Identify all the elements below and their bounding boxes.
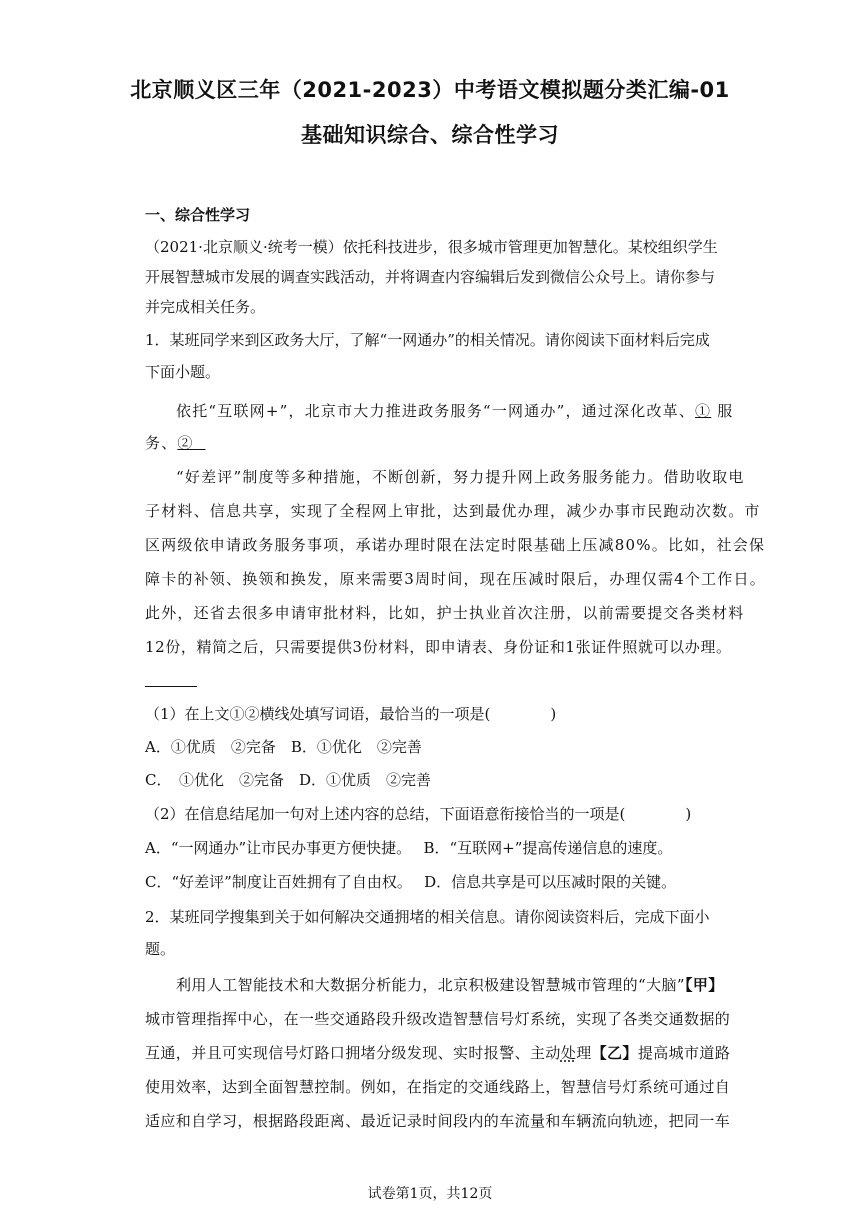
intro-line-1: （2021·北京顺义·统考一模）依托科技进步，很多城市管理更加智慧化。某校组织学生 xyxy=(145,238,718,256)
page-footer: 试卷第1页，共12页 xyxy=(367,1186,493,1202)
passage1-line-2 xyxy=(145,432,720,454)
blank-1: ① xyxy=(695,402,712,420)
passage2-line-5: 适应和自学习，根据路段距离、最近记录时间段内的车流量和车辆流向轨迹，把同一车 xyxy=(145,1112,731,1130)
passage1-line-3: “好差评”制度等多种措施，不断创新，努力提升网上政务服务能力。借助收取电 xyxy=(176,468,745,486)
passage2-line-1 xyxy=(176,974,724,996)
passage2-line-4: 使用效率，达到全面智慧控制。例如，在指定的交通线路上，智慧信号灯系统可通过自 xyxy=(145,1078,731,1096)
passage1-line-4: 子材料、信息共享，实现了全程网上审批，达到最优办理，减少办事市民跑动次数。市 xyxy=(145,502,761,520)
passage2-text: 理 xyxy=(576,1044,592,1062)
doc-title-line1: 北京顺义区三年（2021-2023）中考语文模拟题分类汇编-01 xyxy=(130,78,730,102)
mark-yi: 【乙】 xyxy=(591,1044,638,1062)
passage2-line-3 xyxy=(145,1042,731,1064)
q1-1-stem: （1）在上文①②横线处填写词语，最恰当的一项是( ) xyxy=(145,705,557,723)
passage1-text: 依托“互联网+”，北京市大力推进政务服务“一网通办”，通过深化改革、 xyxy=(176,402,696,420)
q2-stem-line-1: 2．某班同学搜集到关于如何解决交通拥堵的相关信息。请你阅读资料后，完成下面小 xyxy=(145,908,710,926)
passage2-text: 利用人工智能技术和大数据分析能力，北京积极建设智慧城市管理的“大脑” xyxy=(176,976,685,994)
passage2-text: 提高城市道路 xyxy=(637,1044,731,1062)
q1-2-options-row2: C．“好差评”制度让百姓拥有了自由权。 D．信息共享是可以压减时限的关键。 xyxy=(145,873,677,891)
blank-2: ② xyxy=(177,434,194,452)
q1-1-options-row1: A．①优质 ②完备 B．①优化 ②完善 xyxy=(145,738,422,756)
intro-line-3: 并完成相关任务。 xyxy=(145,298,266,316)
q1-2-stem: （2）在信息结尾加一句对上述内容的总结，下面语意衔接恰当的一项是( ) xyxy=(145,805,692,823)
passage1-text: 服 xyxy=(717,402,734,420)
passage2-text: 互通，并且可实现信号灯路口拥堵分级发现、实时报警、主动 xyxy=(145,1044,561,1062)
passage1-line-6: 障卡的补领、换领和换发，原来需要3周时间，现在压减时限后，办理仅需4个工作日。 xyxy=(145,570,766,588)
passage1-line-7: 此外，还省去很多申请审批材料，比如，护士执业首次注册，以前需要提交各类材料 xyxy=(145,604,745,622)
doc-title-line2: 基础知识综合、综合性学习 xyxy=(301,123,559,147)
passage1-line-8: 12份，精简之后，只需要提供3份材料，即申请表、身份证和1张证件照就可以办理。 xyxy=(145,638,732,656)
q1-stem-line-2: 下面小题。 xyxy=(145,363,221,381)
intro-line-2: 开展智慧城市发展的调查实践活动，并将调查内容编辑后发到微信公众号上。请你参与 xyxy=(145,268,716,286)
passage2-line-2: 城市管理指挥中心，在一些交通路段升级改造智慧信号灯系统，实现了各类交通数据的 xyxy=(145,1010,731,1028)
q2-stem-line-2: 题。 xyxy=(145,940,176,958)
answer-rule xyxy=(145,686,197,687)
dotted-char: 处 xyxy=(560,1044,577,1062)
section-heading: 一、综合性学习 xyxy=(145,206,251,224)
mark-jia: 【甲】 xyxy=(684,976,724,994)
q1-2-options-row1: A．“一网通办”让市民办事更方便快捷。 B．“互联网+”提高传递信息的速度。 xyxy=(145,839,673,857)
q1-1-options-row2: C． ①优化 ②完备 D．①优质 ②完善 xyxy=(145,771,432,789)
passage1-line-1 xyxy=(176,400,734,422)
passage1-line-5: 区两级依申请政务服务事项，承诺办理时限在法定时限基础上压减80%。比如，社会保 xyxy=(145,536,766,554)
q1-stem-line-1: 1．某班同学来到区政务大厅，了解“一网通办”的相关情况。请你阅读下面材料后完成 xyxy=(145,331,710,349)
passage1-text: 务、 xyxy=(145,434,178,452)
